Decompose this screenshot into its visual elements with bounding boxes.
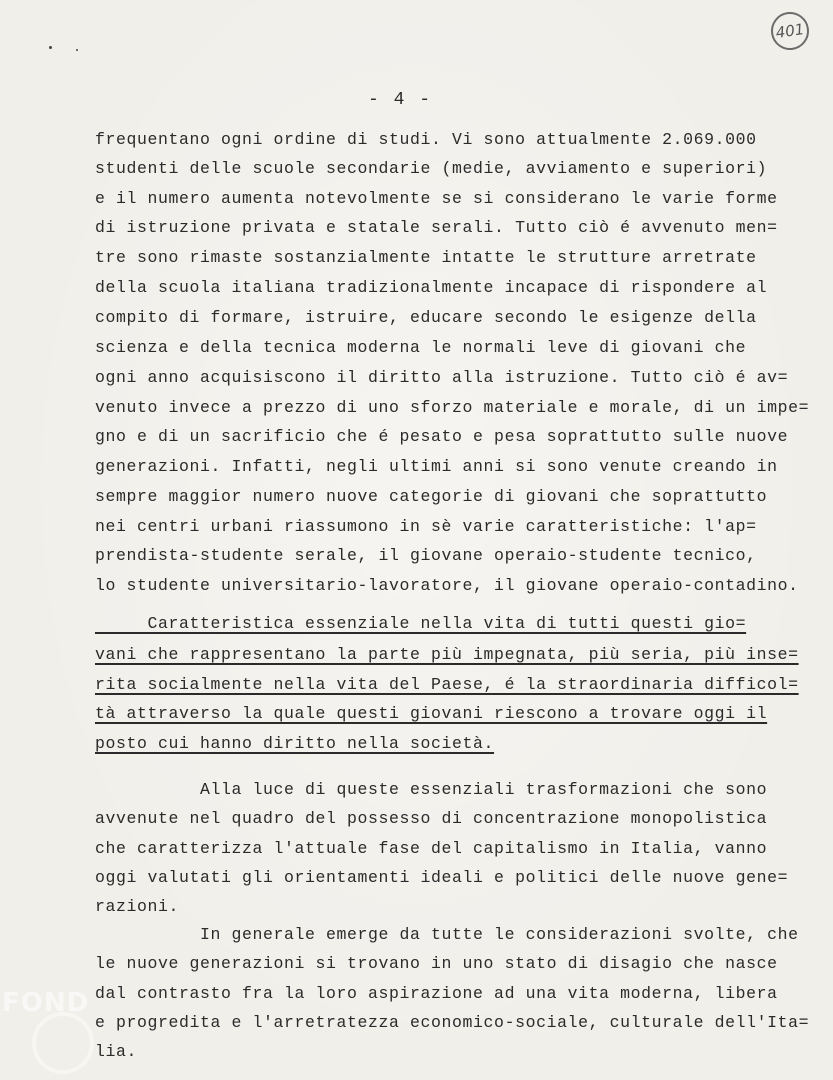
text-line: scienza e della tecnica moderna le normali leve di giovani che xyxy=(95,338,747,357)
text-line: nei centri urbani riassumono in sè varie caratteristiche: l'ap= xyxy=(95,517,757,536)
text-line: che caratterizza l'attuale fase del capitalismo in Italia, vanno xyxy=(95,839,768,858)
text-line: tà attraverso la quale questi giovani riescono a trovare oggi il xyxy=(95,704,768,723)
watermark-circle-icon xyxy=(32,1012,94,1074)
text-line: lo studente universitario-lavoratore, il giovane operaio-contadino. xyxy=(95,576,799,595)
text-line: lia. xyxy=(95,1042,138,1061)
watermark-text: FOND xyxy=(2,988,90,1018)
text-line: dal contrasto fra la loro aspirazione ad una vita moderna, libera xyxy=(95,984,778,1003)
text-line: oggi valutati gli orientamenti ideali e politici delle nuove gene= xyxy=(95,868,789,887)
text-line: e progredita e l'arretratezza economico-sociale, culturale dell'Ita= xyxy=(95,1013,810,1032)
text-line: venuto invece a prezzo di uno sforzo materiale e morale, di un impe= xyxy=(95,398,810,417)
text-line: e il numero aumenta notevolmente se si considerano le varie forme xyxy=(95,189,778,208)
text-line: Caratteristica essenziale nella vita di tutti questi gio= xyxy=(95,614,747,633)
text-line: In generale emerge da tutte le considerazioni svolte, che xyxy=(95,925,799,944)
text-line: Alla luce di queste essenziali trasformazioni che sono xyxy=(95,780,768,799)
text-line: ogni anno acquisiscono il diritto alla istruzione. Tutto ciò é av= xyxy=(95,368,789,387)
text-line: avvenute nel quadro del possesso di concentrazione monopolistica xyxy=(95,809,768,828)
archive-number-stamp: 401 xyxy=(769,10,812,53)
archive-watermark xyxy=(2,988,152,1068)
text-line: razioni. xyxy=(95,897,180,916)
text-line: le nuove generazioni si trovano in uno stato di disagio che nasce xyxy=(95,954,778,973)
text-line: frequentano ogni ordine di studi. Vi sono attualmente 2.069.000 xyxy=(95,130,757,149)
ink-speck xyxy=(76,49,78,51)
text-line: compito di formare, istruire, educare secondo le esigenze della xyxy=(95,308,757,327)
text-line: posto cui hanno diritto nella società. xyxy=(95,734,495,753)
text-line: della scuola italiana tradizionalmente incapace di rispondere al xyxy=(95,278,768,297)
text-line: studenti delle scuole secondarie (medie, avviamento e superiori) xyxy=(95,159,768,178)
text-line: prendista-studente serale, il giovane operaio-studente tecnico, xyxy=(95,546,757,565)
text-line: rita socialmente nella vita del Paese, é la straordinaria difficol= xyxy=(95,675,799,694)
text-line: di istruzione privata e statale serali. Tutto ciò é avvenuto men= xyxy=(95,218,778,237)
text-line: vani che rappresentano la parte più impegnata, più seria, più inse= xyxy=(95,645,799,664)
text-line: tre sono rimaste sostanzialmente intatte le strutture arretrate xyxy=(95,248,757,267)
text-line: sempre maggior numero nuove categorie di giovani che soprattutto xyxy=(95,487,768,506)
text-line: gno e di un sacrificio che é pesato e pesa soprattutto sulle nuove xyxy=(95,427,789,446)
page-number: - 4 - xyxy=(367,90,432,110)
ink-speck xyxy=(49,46,52,49)
text-line: generazioni. Infatti, negli ultimi anni si sono venute creando in xyxy=(95,457,778,476)
